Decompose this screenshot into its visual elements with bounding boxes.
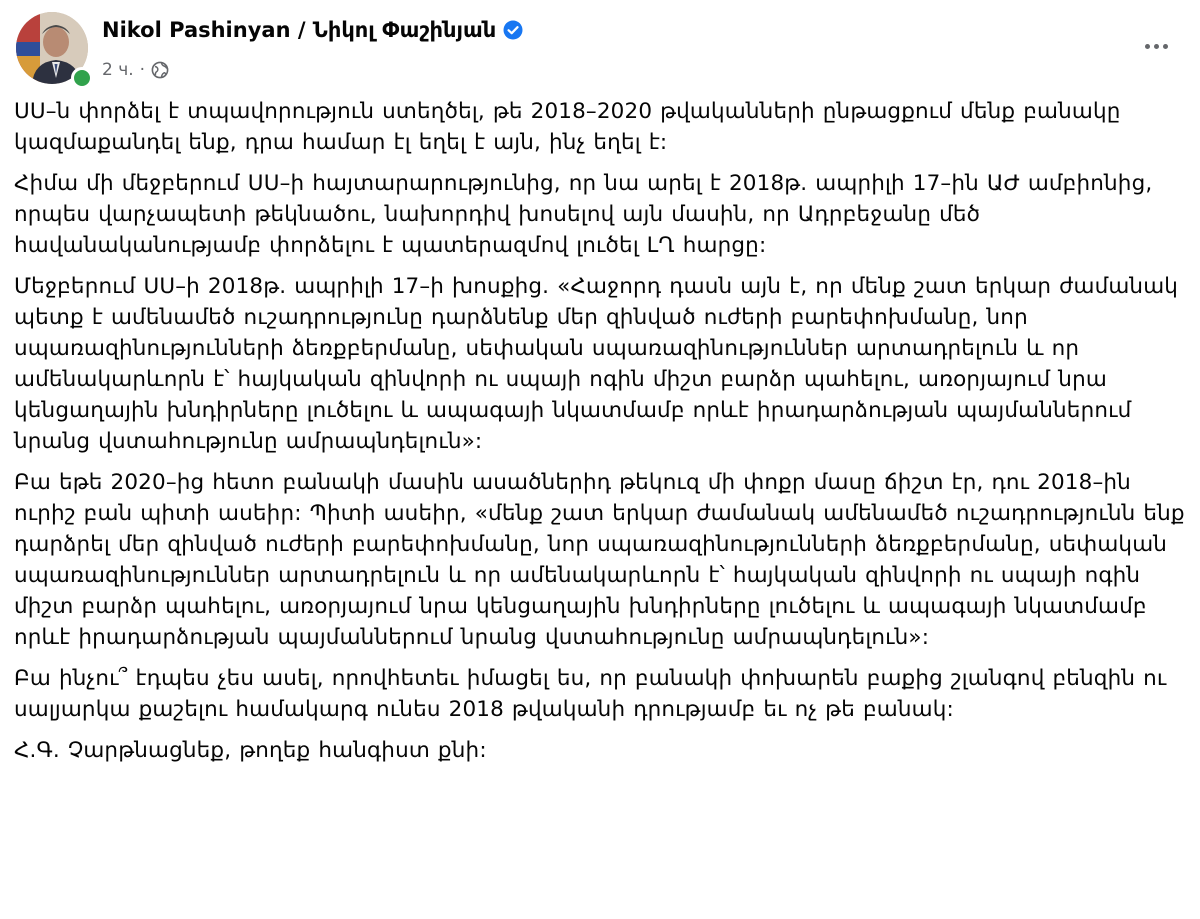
post-meta — [102, 60, 169, 80]
post-body — [14, 96, 1190, 776]
post-paragraph: Բա եթե 2020–ից հետո բանակի մասին ասածներիդ թեկուզ մի փոքր մասը ճիշտ էր, դու 2018–ին ուրիշ բան պիտի ասեիր: Պիտի ասեիր, «մենք շատ երկար ժամանակ ամենամեծ ուշադրությունն ենք դարձրել մեր զինված ուժերի բարեփոխմանը, նոր սպառազինությունների ձեռքբերմանը, սեփական սպառազինություններ արտադրելուն և որ ամենակարևորն է՝ հայկական զինվորի ու սպայի ոգին միշտ բարձր պահելու, առօրյայում նրա կենցաղային խնդիրները լուծելու և ապագայի նկատմամբ որևէ իրադարձության պայմաններում նրանց վստահությունը ամրապնդելուն»: — [14, 470, 1185, 650]
post-paragraph: Հ.Գ. Չարթնացնեք, թողեք հանգիստ քնի: — [14, 738, 487, 763]
meta-separator: · — [139, 60, 146, 80]
post-paragraph: Հիմա մի մեջբերում ՍՍ–ի հայտարարությունից, որ նա արել է 2018թ. ապրիլի 17–ին ԱԺ ամբիոնից, որպես վարչապետի թեկնածու, նախորդիվ խոսելով այն մասին, որ Ադրբեջանը մեծ հավանականությամբ փորձելու է պատերազմով լուծել ԼՂ հարցը: — [14, 171, 1153, 258]
post-timestamp[interactable]: 2 ч. — [102, 60, 134, 80]
more-dot-icon — [1145, 44, 1150, 49]
globe-icon[interactable] — [151, 61, 169, 79]
author-name[interactable]: Nikol Pashinyan / Նիկոլ Փաշինյան — [102, 18, 497, 42]
more-options-button[interactable] — [1138, 34, 1174, 58]
more-dot-icon — [1154, 44, 1159, 49]
post-paragraph: ՍՍ–ն փորձել է տպավորություն ստեղծել, թե 2018–2020 թվականների ընթացքում մենք բանակը կազմաքանդել ենք, դրա համար էլ եղել է այն, ինչ եղել է: — [14, 99, 1121, 155]
verified-badge-icon — [503, 20, 523, 40]
more-dot-icon — [1163, 44, 1168, 49]
online-status-indicator — [71, 67, 93, 89]
post-header — [16, 8, 1184, 88]
author-row — [102, 18, 523, 42]
post-paragraph: Բա ինչու՞ էդպես չես ասել, որովհետեւ իմացել ես, որ բանակի փոխարեն բաքից շլանգով բենզին ու սալյարկա քաշելու համակարգ ունես 2018 թվականի դրությամբ եւ ոչ թե բանակ: — [14, 666, 1167, 722]
post-paragraph: Մեջբերում ՍՍ–ի 2018թ. ապրիլի 17–ի խոսքից. «Հաջորդ դասն այն է, որ մենք շատ երկար ժամանակ պետք է ամենամեծ ուշադրությունը դարձնենք մեր զինված ուժերի բարեփոխմանը, նոր սպառազինությունների ձեռքբերմանը, սեփական սպառազինություններ արտադրելուն և որ ամենակարևորն է՝ հայկական զինվորի ու սպայի ոգին միշտ բարձր պահելու, առօրյայում նրա կենցաղային խնդիրները լուծելու և ապագայի նկատմամբ որևէ իրադարձության պայմաններում նրանց վստահությունը ամրապնդելուն»: — [14, 274, 1179, 454]
